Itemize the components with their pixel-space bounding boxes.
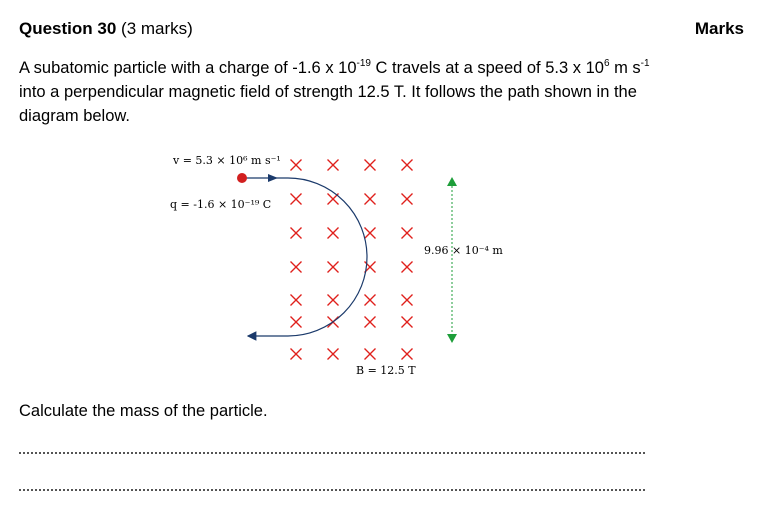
field-cross-icon xyxy=(328,295,339,306)
field-cross-icon xyxy=(291,295,302,306)
field-cross-icon xyxy=(402,228,413,239)
field-cross-icon xyxy=(402,349,413,360)
charge-label: q = -1.6 × 10⁻¹⁹ C xyxy=(170,198,272,211)
field-cross-icon xyxy=(402,262,413,273)
field-cross-icon xyxy=(365,160,376,171)
entry-arrow-icon xyxy=(268,174,278,182)
dimension-arrow-up-icon xyxy=(447,177,457,186)
answer-line[interactable] xyxy=(19,452,645,454)
question-prompt: Calculate the mass of the particle. xyxy=(19,402,268,420)
field-cross-icon xyxy=(365,228,376,239)
magnetic-field-crosses xyxy=(291,160,413,360)
field-cross-icon xyxy=(402,194,413,205)
field-cross-icon xyxy=(291,349,302,360)
question-text-line-3: diagram below. xyxy=(19,107,130,125)
field-cross-icon xyxy=(365,349,376,360)
dimension-arrow-down-icon xyxy=(447,334,457,343)
velocity-label: v = 5.3 × 10⁶ m s⁻¹ xyxy=(173,154,281,167)
field-cross-icon xyxy=(328,228,339,239)
field-cross-icon xyxy=(365,194,376,205)
field-cross-icon xyxy=(291,194,302,205)
field-cross-icon xyxy=(328,262,339,273)
field-cross-icon xyxy=(291,228,302,239)
field-cross-icon xyxy=(365,295,376,306)
field-strength-label: B = 12.5 T xyxy=(356,364,416,377)
field-cross-icon xyxy=(328,160,339,171)
field-cross-icon xyxy=(365,317,376,328)
answer-line[interactable] xyxy=(19,489,645,491)
field-cross-icon xyxy=(328,349,339,360)
particle xyxy=(237,173,247,183)
question-text-line-1: A subatomic particle with a charge of -1.6 x $10^{-19}$ C travels at a speed of 5.3 x $10^6$ m $s^{-1}$ xyxy=(19,58,650,77)
field-cross-icon xyxy=(291,317,302,328)
field-cross-icon xyxy=(402,295,413,306)
field-cross-icon xyxy=(402,317,413,328)
field-cross-icon xyxy=(291,262,302,273)
field-cross-icon xyxy=(402,160,413,171)
field-cross-icon xyxy=(291,160,302,171)
question-number: Question 30 xyxy=(19,19,117,38)
question-text-line-2: into a perpendicular magnetic field of strength 12.5 T. It follows the path shown in the xyxy=(19,83,637,101)
diameter-label: 9.96 × 10⁻⁴ m xyxy=(424,244,503,257)
marks-column-header: Marks xyxy=(694,19,744,38)
question-marks: (3 marks) xyxy=(121,19,193,38)
